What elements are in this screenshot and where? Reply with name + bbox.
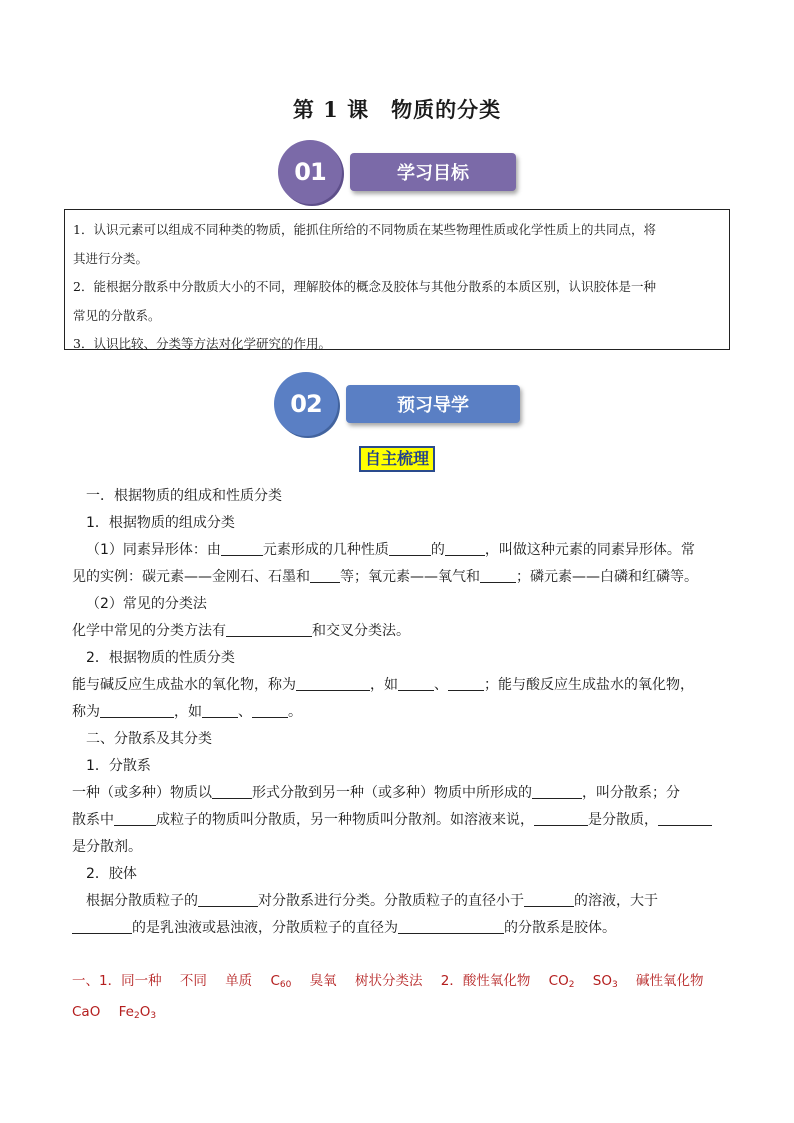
answer: 树状分类法	[354, 973, 423, 989]
fill-blank[interactable]	[198, 892, 258, 907]
fill-blank[interactable]	[72, 919, 132, 934]
text: 一种（或多种）物质以	[72, 785, 212, 801]
paragraph	[72, 564, 724, 591]
objective-line: 1．认识元素可以组成不同种类的物质，能抓住所给的不同物质在某些物理性质或化学性质上的共同点，将	[73, 222, 656, 237]
paragraph	[72, 780, 724, 807]
answer: 单质	[225, 973, 253, 989]
text: 的是乳浊液或悬浊液，分散质粒子的直径为	[132, 920, 398, 936]
answer: 一、1．同一种	[72, 973, 162, 989]
text: ，如	[174, 704, 202, 720]
answer-key	[72, 968, 724, 1030]
text: 散系中	[72, 812, 114, 828]
paragraph	[72, 672, 724, 699]
objective-line: 其进行分类。	[73, 250, 149, 266]
answer: 2．酸性氧化物	[440, 973, 531, 989]
text: 能与碱反应生成盐水的氧化物，称为	[72, 677, 296, 693]
fill-blank[interactable]	[389, 541, 431, 556]
text: 成粒子的物质叫分散质，另一种物质叫分散剂。如溶液来说，	[156, 812, 534, 828]
answer	[119, 1004, 156, 1020]
text: 对分散系进行分类。分散质粒子的直径小于	[258, 893, 524, 909]
paragraph	[72, 888, 724, 915]
section-number-badge: 01	[278, 140, 342, 204]
subscript: 2	[568, 980, 575, 990]
answer	[270, 973, 291, 989]
formula-part: SO	[592, 973, 612, 989]
fill-blank[interactable]	[226, 622, 312, 637]
text: 是分散质，	[588, 812, 658, 828]
formula-part: CO	[548, 973, 569, 989]
objective-line: 3．认识比较、分类等方法对化学研究的作用。	[73, 336, 331, 351]
fill-blank[interactable]	[398, 676, 434, 691]
paragraph	[72, 618, 724, 645]
fill-blank[interactable]	[310, 568, 340, 583]
text: 见的实例：碳元素——金刚石、石墨和	[72, 569, 310, 585]
section-bar	[350, 153, 516, 191]
fill-blank[interactable]	[252, 703, 288, 718]
paragraph: （2）常见的分类法	[86, 596, 207, 612]
answer: CaO	[72, 1004, 101, 1020]
subscript: 2	[133, 1011, 140, 1021]
fill-blank[interactable]	[524, 892, 574, 907]
section-label: 学习目标	[397, 163, 469, 184]
formula-part: O	[139, 1004, 151, 1020]
text: 称为	[72, 704, 100, 720]
formula-part: Fe	[118, 1004, 134, 1020]
text: 的	[430, 542, 445, 558]
text: 等；氧元素——氧气和	[340, 569, 480, 585]
text: 根据分散质粒子的	[86, 893, 198, 909]
fill-blank[interactable]	[448, 676, 484, 691]
fill-blank[interactable]	[398, 919, 504, 934]
text: 元素形成的几种性质	[262, 542, 389, 558]
answer: 臭氧	[309, 973, 337, 989]
objective-line: 常见的分散系。	[73, 307, 161, 323]
subheading: 2．胶体	[86, 866, 137, 882]
answer-line	[72, 968, 724, 999]
paragraph	[72, 915, 724, 942]
text: ，如	[370, 677, 398, 693]
paragraph	[72, 699, 724, 726]
answer: 碱性氧化物	[635, 973, 704, 989]
heading: 一．根据物质的组成和性质分类	[86, 488, 282, 504]
subscript: 60	[279, 980, 292, 990]
text: 和交叉分类法。	[312, 623, 410, 639]
subscript: 3	[150, 1011, 157, 1021]
text: 化学中常见的分类方法有	[72, 623, 226, 639]
answer-line	[72, 999, 724, 1030]
objectives-box	[64, 209, 730, 350]
answer	[593, 973, 618, 989]
section-number-badge: 02	[274, 372, 338, 436]
section-label: 预习导学	[397, 395, 469, 416]
subheading: 2．根据物质的性质分类	[86, 650, 235, 666]
section-bar	[346, 385, 520, 423]
text: ；能与酸反应生成盐水的氧化物，	[484, 677, 694, 693]
paragraph	[72, 807, 724, 834]
fill-blank[interactable]	[532, 784, 582, 799]
text: 的溶液，大于	[574, 893, 658, 909]
text: ，叫分散系；分	[582, 785, 680, 801]
self-study-tag: 自主梳理	[359, 446, 435, 472]
objective-line: 2．能根据分散系中分散质大小的不同，理解胶体的概念及胶体与其他分散系的本质区别，认识胶体是一种	[73, 279, 656, 294]
paragraph: 是分散剂。	[72, 839, 142, 855]
text: ，叫做这种元素的同素异形体。常	[484, 542, 695, 558]
text: 的分散系是胶体。	[504, 920, 616, 936]
fill-blank[interactable]	[480, 568, 516, 583]
formula-part: C	[270, 973, 280, 989]
heading: 二、分散系及其分类	[86, 731, 212, 747]
paragraph	[72, 537, 724, 564]
answer: 不同	[179, 973, 207, 989]
subheading: 1．分散系	[86, 758, 151, 774]
text: （1）同素异形体：由	[86, 542, 221, 558]
page-title: 第 1 课 物质的分类	[292, 97, 502, 122]
fill-blank[interactable]	[100, 703, 174, 718]
study-content	[72, 483, 724, 942]
fill-blank[interactable]	[202, 703, 238, 718]
fill-blank[interactable]	[445, 541, 485, 556]
fill-blank[interactable]	[534, 811, 588, 826]
fill-blank[interactable]	[658, 811, 712, 826]
text: 、	[434, 677, 448, 693]
subheading: 1．根据物质的组成分类	[86, 515, 235, 531]
fill-blank[interactable]	[114, 811, 156, 826]
subscript: 3	[611, 980, 618, 990]
text: 。	[288, 704, 302, 720]
fill-blank[interactable]	[212, 784, 252, 799]
answer	[549, 973, 575, 989]
text: ；磷元素——白磷和红磷等。	[516, 569, 698, 585]
text: 、	[238, 704, 252, 720]
text: 形式分散到另一种（或多种）物质中所形成的	[252, 785, 532, 801]
fill-blank[interactable]	[296, 676, 370, 691]
fill-blank[interactable]	[221, 541, 263, 556]
